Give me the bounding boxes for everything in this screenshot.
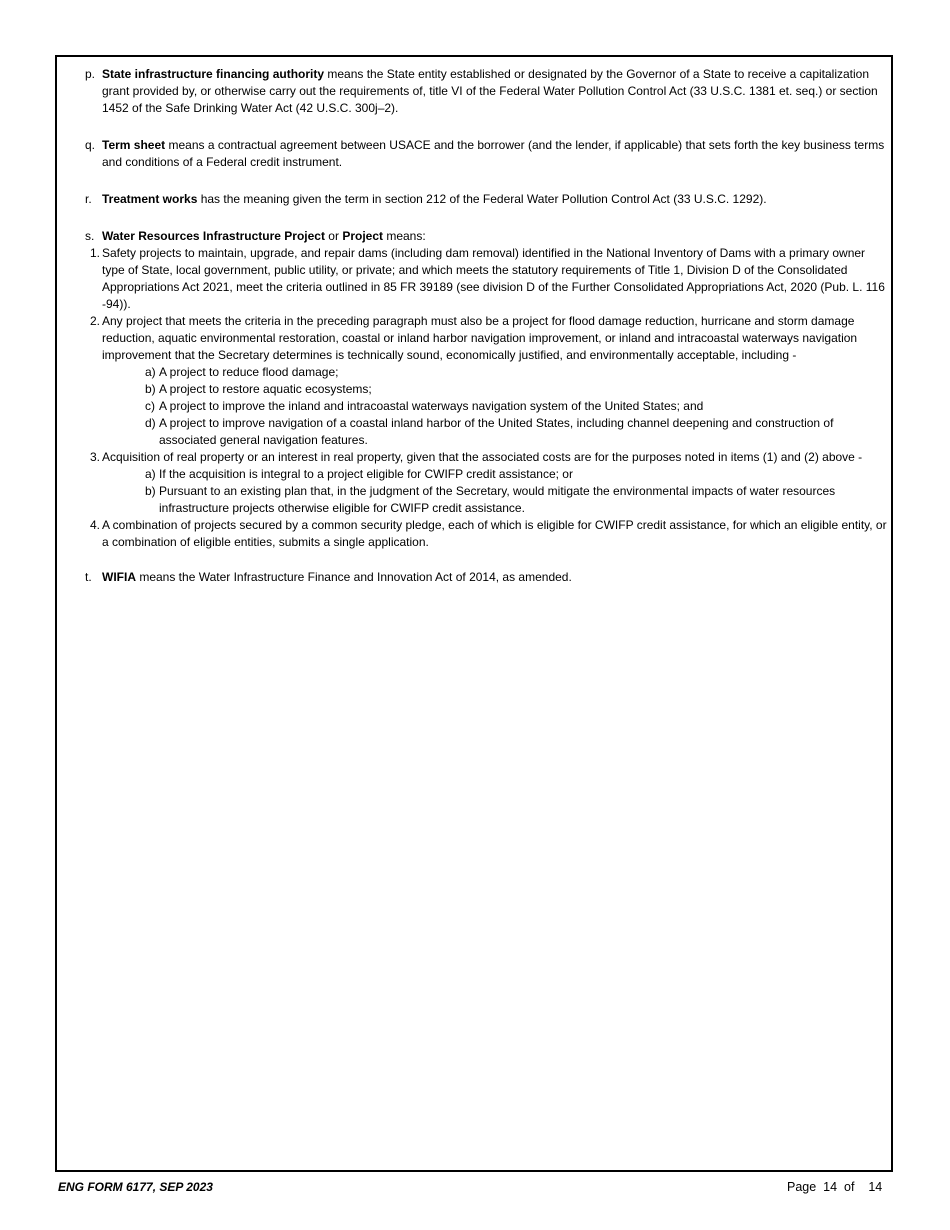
defined-term: State infrastructure financing authority [102, 67, 325, 81]
sub-list-item [57, 381, 890, 398]
definition-p [85, 66, 890, 117]
sub-letter: b) [145, 484, 156, 498]
list-item-text: Any project that meets the criteria in the preceding paragraph must also be a project for flood damage reduction, hurricane and storm damage reduction, aquatic environmental restoration, coastal or inland harbor navigation improvement, or inland and intracoastal waterways navigation improvement that the Secretary determines is technically sound, economically justified, and environmentally acceptable, including - [102, 314, 858, 362]
item-letter: r. [85, 192, 92, 206]
defined-term: WIFIA [102, 570, 136, 584]
page-total: 14 [868, 1180, 883, 1194]
sub-text: Pursuant to an existing plan that, in the judgment of the Secretary, would mitigate the environmental impacts of water resources infrastructure projects otherwise eligible for CWIFP credit assistance. [159, 484, 836, 515]
list-item-text: Safety projects to maintain, upgrade, and repair dams (including dam removal) identified in the National Inventory of Dams with a primary owner type of State, local government, public utility, or private; and which meets the statutory requirements of Title 1, Division D of the Consolidated Appropriations Act 2021, meet the criteria outlined in 85 FR 39189 (see division D of the Further Consolidated Appropriations Act, 2020 (Pub. L. 116 -94)). [102, 246, 885, 311]
term-connector: or [324, 229, 343, 243]
defined-term: Treatment works [102, 192, 198, 206]
list-number: 3. [89, 450, 100, 464]
list-item-text: Acquisition of real property or an interest in real property, given that the associated costs are for the purposes noted in items (1) and (2) above - [102, 450, 863, 464]
page-number: 14 [823, 1180, 838, 1194]
sub-letter: b) [145, 382, 156, 396]
page-label: Page [787, 1180, 817, 1194]
sub-list-item [57, 415, 890, 449]
sub-text: A project to improve the inland and intracoastal waterways navigation system of the United States; and [159, 399, 704, 413]
list-item-text: A combination of projects secured by a common security pledge, each of which is eligible for CWIFP credit assistance, for which an eligible entity, or a combination of eligible entities, submits a single application. [102, 518, 887, 549]
page-indicator [787, 1180, 882, 1194]
sub-letter: a) [145, 467, 156, 481]
sub-list-item [57, 483, 890, 517]
item-letter: s. [85, 229, 95, 243]
sub-list-item [57, 466, 890, 483]
sub-list-item [57, 364, 890, 381]
item-letter: t. [85, 570, 92, 584]
item-letter: p. [85, 67, 96, 81]
definition-q [85, 137, 890, 171]
definition-text: means the Water Infrastructure Finance and Innovation Act of 2014, as amended. [136, 570, 572, 584]
list-item [57, 517, 890, 551]
defined-term: Term sheet [102, 138, 166, 152]
definitions-list [85, 66, 890, 606]
definition-text: has the meaning given the term in section 212 of the Federal Water Pollution Control Act (33 U.S.C. 1292). [197, 192, 767, 206]
sub-letter: d) [145, 416, 156, 430]
definition-text: means the State entity established or designated by the Governor of a State to receive a capitalization grant provided by, or otherwise carry out the requirements of, title VI of the Federal Water Pollution Control Act (33 U.S.C. 1381 et. seq.) or section 1452 of the Safe Drinking Water Act (42 U.S.C. 300j–2). [102, 67, 878, 115]
sub-text: A project to restore aquatic ecosystems; [159, 382, 372, 396]
sub-letter: a) [145, 365, 156, 379]
list-item [57, 245, 890, 313]
definition-text: means a contractual agreement between USACE and the borrower (and the lender, if applicable) that sets forth the key business terms and conditions of a Federal credit instrument. [102, 138, 885, 169]
definition-r [85, 191, 890, 208]
sub-list-item [57, 398, 890, 415]
sub-letter: c) [145, 399, 155, 413]
list-item [57, 313, 890, 364]
project-criteria-list [57, 245, 890, 551]
definition-s [85, 228, 890, 551]
list-number: 1. [89, 246, 100, 260]
sub-text: If the acquisition is integral to a project eligible for CWIFP credit assistance; or [159, 467, 573, 481]
definition-text: means: [383, 229, 426, 243]
defined-term: Water Resources Infrastructure Project [102, 229, 325, 243]
list-number: 2. [89, 314, 100, 328]
form-identifier: ENG FORM 6177, SEP 2023 [58, 1180, 213, 1194]
list-item [57, 449, 890, 466]
sub-text: A project to improve navigation of a coastal inland harbor of the United States, including channel deepening and construction of associated general navigation features. [159, 416, 834, 447]
of-label: of [844, 1180, 855, 1194]
sub-text: A project to reduce flood damage; [159, 365, 339, 379]
list-number: 4. [89, 518, 100, 532]
defined-term-alt: Project [342, 229, 383, 243]
item-letter: q. [85, 138, 96, 152]
definition-t [85, 569, 890, 586]
